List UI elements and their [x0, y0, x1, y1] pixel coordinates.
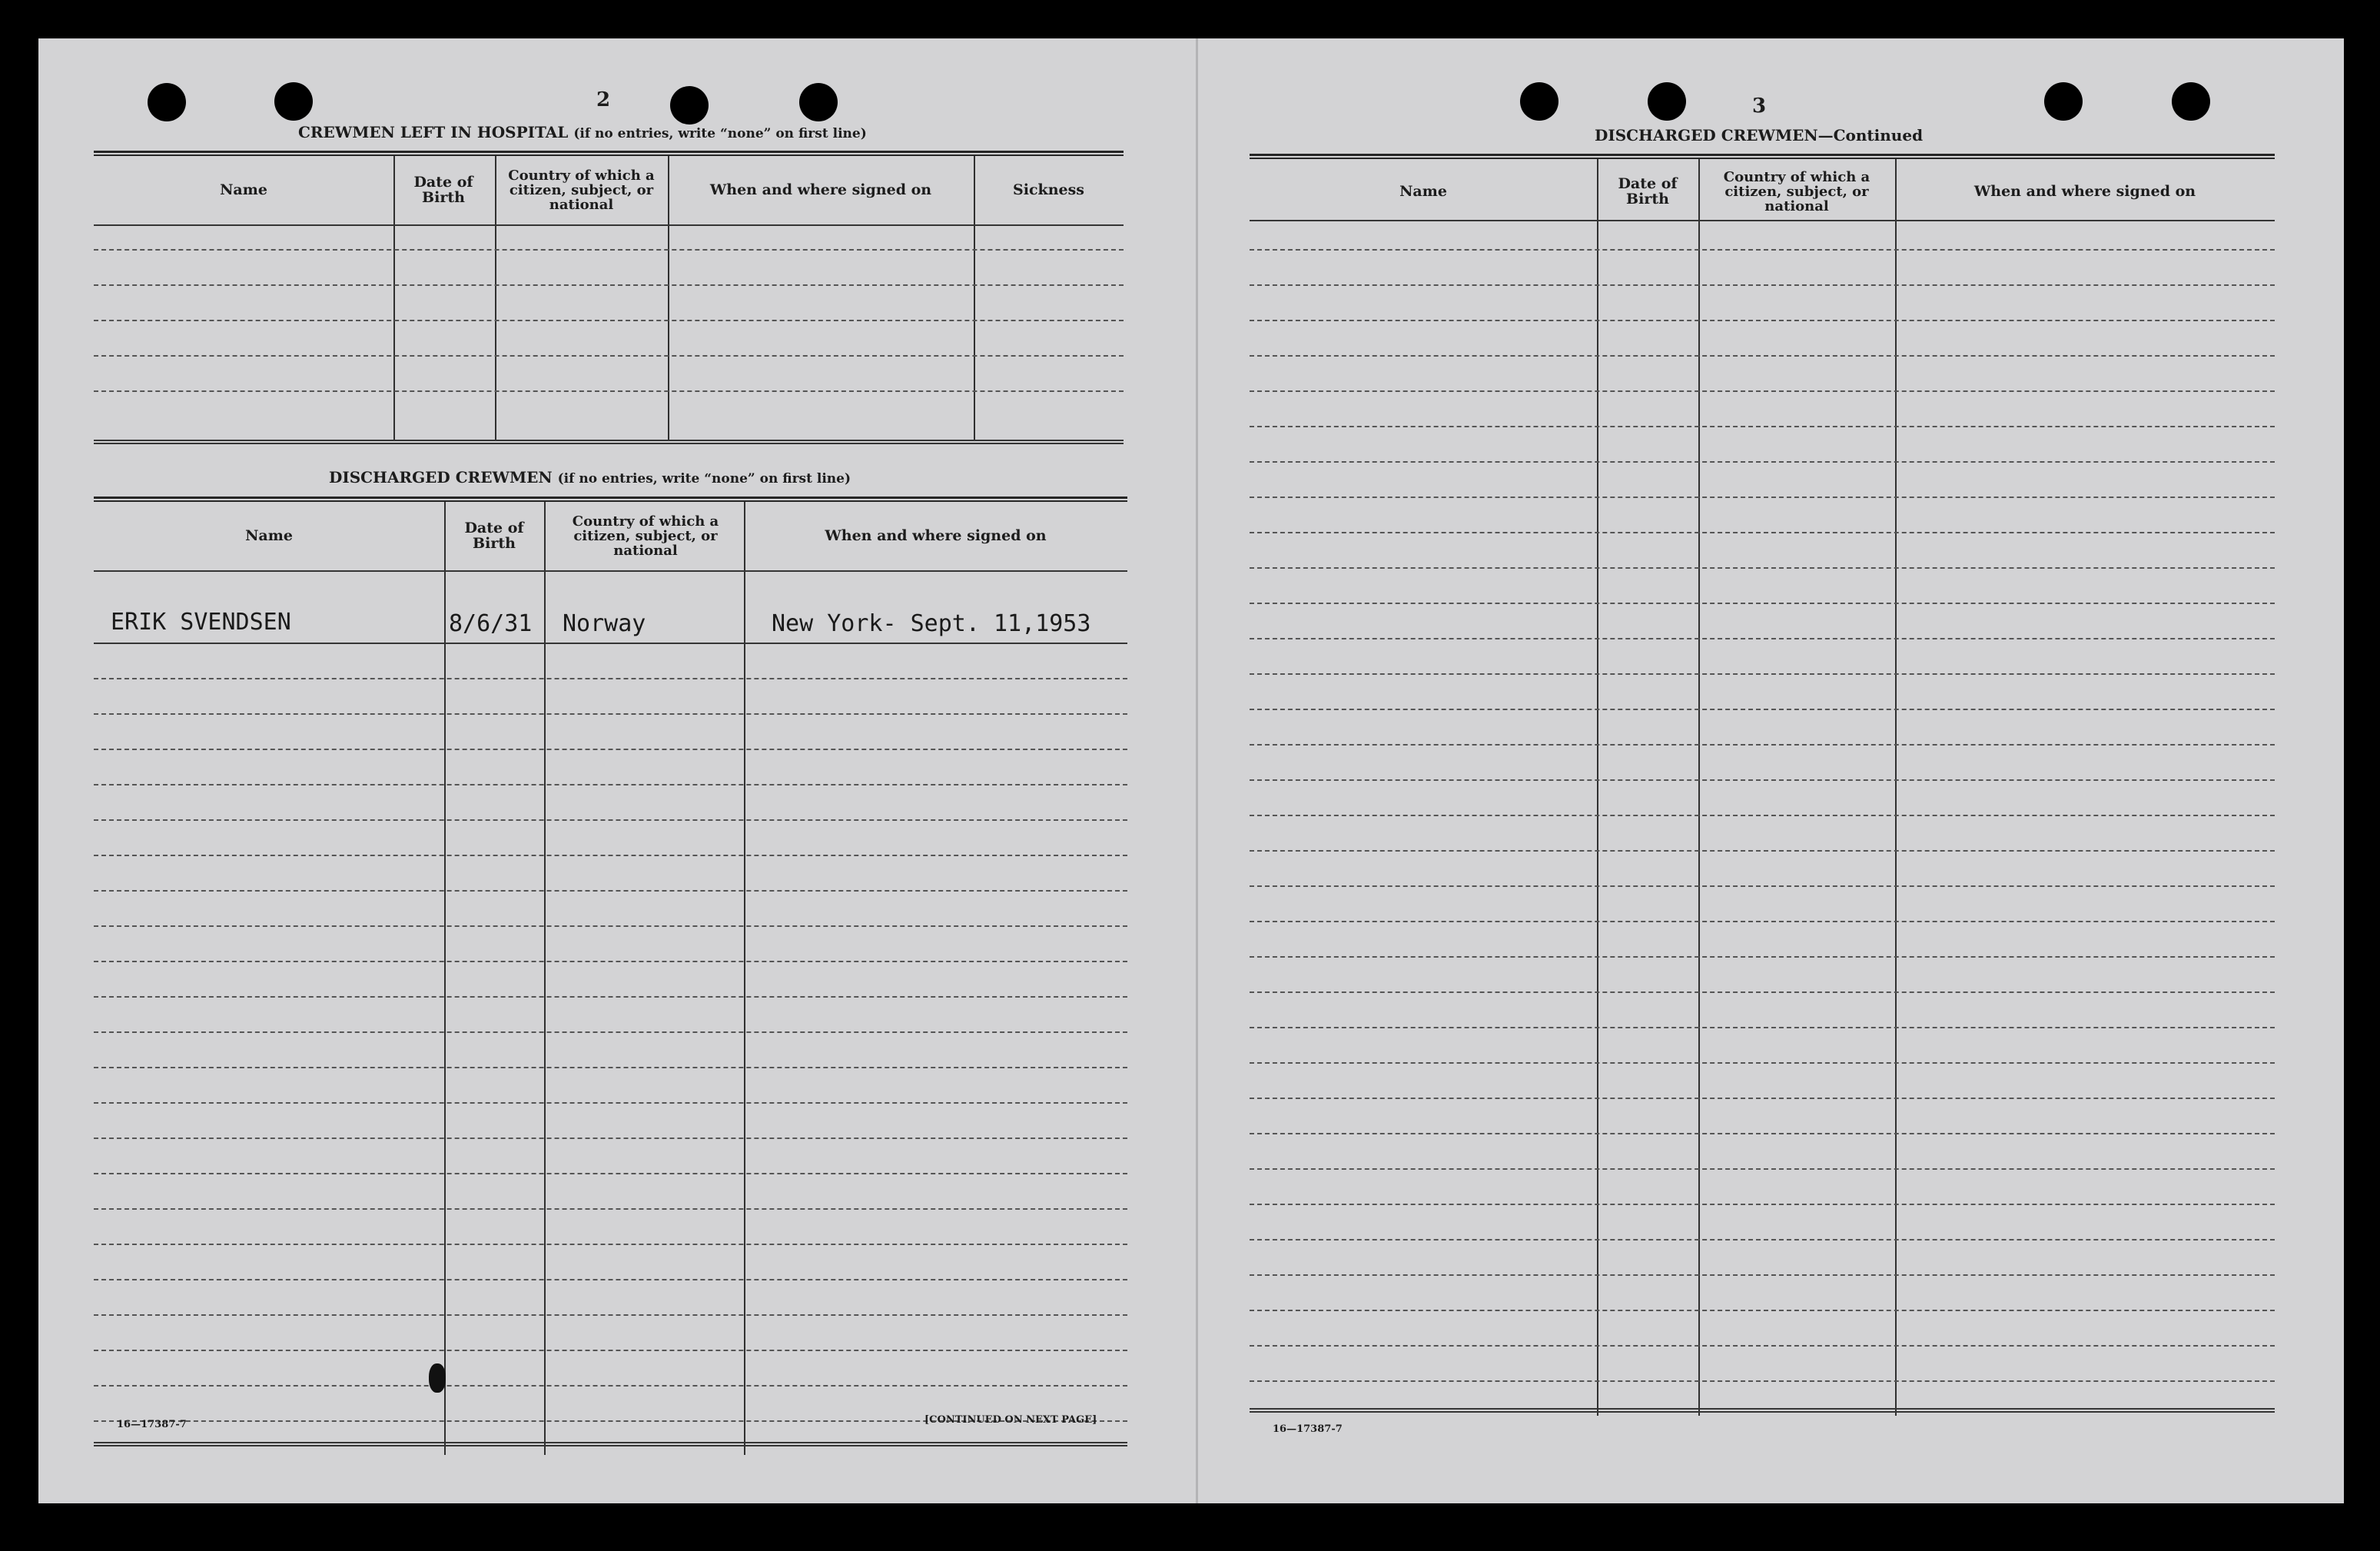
row-line [94, 996, 1127, 998]
row-line [1250, 603, 2275, 605]
ink-blot [429, 1363, 446, 1393]
header-rule [1250, 220, 2275, 222]
row-line [1250, 1239, 2275, 1241]
row-line [94, 1385, 1127, 1387]
row-line [94, 643, 1127, 645]
punch-hole [274, 82, 313, 121]
row-line [1250, 815, 2275, 817]
hospital-table [94, 151, 1124, 447]
row-line [1250, 744, 2275, 746]
col-header-signed-on: When and where signed on [709, 181, 932, 198]
header-rule [94, 224, 1124, 227]
document-sheet [38, 38, 2344, 1503]
row-line [1250, 320, 2275, 322]
hospital-section-title [298, 123, 867, 141]
col-header-dob: Date of Birth [464, 520, 524, 552]
row-line [94, 1208, 1127, 1211]
row-line [94, 355, 1124, 357]
column-divider [1895, 159, 1897, 1416]
row-line [1250, 1168, 2275, 1171]
discharged-title: DISCHARGED CREWMEN [329, 468, 553, 487]
row-line [94, 1350, 1127, 1352]
row-line [1250, 638, 2275, 640]
row-line [94, 749, 1127, 751]
page-fold [1196, 38, 1198, 1503]
col-header-country: Country of which a citizen, subject, or national [508, 167, 655, 213]
crewman-country: Norway [563, 610, 646, 637]
row-line [94, 249, 1124, 251]
row-line [1250, 709, 2275, 711]
row-line [94, 1102, 1127, 1104]
header-rule [94, 570, 1127, 573]
row-line [94, 1314, 1127, 1317]
column-divider [444, 502, 446, 1455]
column-divider [393, 156, 395, 440]
punch-hole [2172, 82, 2210, 121]
row-line [1250, 1310, 2275, 1312]
row-line [1250, 673, 2275, 676]
row-line [1250, 1062, 2275, 1064]
row-line [94, 678, 1127, 680]
row-line [94, 713, 1127, 716]
row-line [94, 925, 1127, 928]
continued-note: [CONTINUED ON NEXT PAGE] [924, 1414, 1097, 1426]
row-line [1250, 355, 2275, 357]
row-line [1250, 284, 2275, 287]
crewman-name: ERIK SVENDSEN [111, 609, 291, 636]
row-line [1250, 1274, 2275, 1277]
punch-hole [1648, 82, 1686, 121]
hospital-title: CREWMEN LEFT IN HOSPITAL [298, 123, 569, 141]
column-divider [1698, 159, 1700, 1416]
table-top-rule [94, 151, 1124, 156]
punch-hole [799, 83, 838, 121]
continued-discharged-table [1250, 154, 2275, 1460]
punch-hole [148, 83, 186, 121]
col-header-dob: Date of Birth [413, 174, 473, 206]
discharged-table [94, 497, 1127, 1465]
row-line [94, 819, 1127, 822]
col-header-signed-on: When and where signed on [825, 527, 1047, 544]
continued-section-title: DISCHARGED CREWMEN—Continued [1595, 126, 1924, 144]
col-header-signed-on: When and where signed on [1973, 183, 2196, 200]
row-line [1250, 956, 2275, 958]
row-line [1250, 1345, 2275, 1347]
discharged-note: (if no entries, write “none” on first line) [557, 471, 851, 487]
punch-hole [670, 86, 709, 125]
row-line [1250, 497, 2275, 499]
crewman-signed-on: New York- Sept. 11,1953 [772, 610, 1091, 637]
col-header-country: Country of which a citizen, subject, or national [572, 513, 719, 559]
punch-hole [2044, 82, 2083, 121]
col-header-name: Name [1399, 183, 1447, 200]
row-line [1250, 249, 2275, 251]
row-line [1250, 567, 2275, 570]
row-line [1250, 461, 2275, 463]
row-line [94, 1244, 1127, 1246]
row-line [94, 1067, 1127, 1069]
row-line [1250, 1027, 2275, 1029]
row-line [1250, 850, 2275, 852]
row-line [1250, 1380, 2275, 1383]
row-line [94, 1031, 1127, 1034]
row-line [1250, 1133, 2275, 1135]
page-number: 3 [1752, 95, 1767, 118]
table-top-rule [94, 497, 1127, 502]
table-bottom-rule [1250, 1408, 2275, 1413]
row-line [94, 890, 1127, 892]
col-header-country: Country of which a citizen, subject, or national [1723, 168, 1870, 214]
form-number: 16—17387-7 [117, 1419, 187, 1430]
table-top-rule [1250, 154, 2275, 159]
row-line [94, 284, 1124, 287]
col-header-dob: Date of Birth [1618, 175, 1678, 208]
hospital-note: (if no entries, write “none” on first line) [573, 126, 867, 141]
row-line [1250, 885, 2275, 888]
row-line [1250, 779, 2275, 782]
row-line [94, 1138, 1127, 1140]
row-line [94, 784, 1127, 786]
row-line [1250, 390, 2275, 393]
row-line [94, 390, 1124, 393]
row-line [94, 320, 1124, 322]
col-header-name: Name [220, 181, 267, 198]
row-line [94, 961, 1127, 963]
row-line [1250, 991, 2275, 994]
row-line [1250, 532, 2275, 534]
discharged-section-title [329, 468, 851, 487]
row-line [1250, 1204, 2275, 1206]
row-line [1250, 1098, 2275, 1100]
row-line [94, 1279, 1127, 1281]
punch-hole [1520, 82, 1558, 121]
table-bottom-rule [94, 1442, 1127, 1446]
crewman-dob: 8/6/31 [449, 610, 533, 637]
column-divider [544, 502, 546, 1455]
row-line [94, 1173, 1127, 1175]
column-divider [1597, 159, 1598, 1416]
column-divider [744, 502, 745, 1455]
row-line [1250, 921, 2275, 923]
row-line [94, 855, 1127, 857]
col-header-sickness: Sickness [1013, 181, 1084, 198]
row-line [1250, 426, 2275, 428]
col-header-name: Name [245, 527, 293, 544]
column-divider [495, 156, 496, 440]
page-number: 2 [596, 88, 611, 111]
form-number: 16—17387-7 [1273, 1423, 1343, 1435]
table-bottom-rule [94, 440, 1124, 444]
